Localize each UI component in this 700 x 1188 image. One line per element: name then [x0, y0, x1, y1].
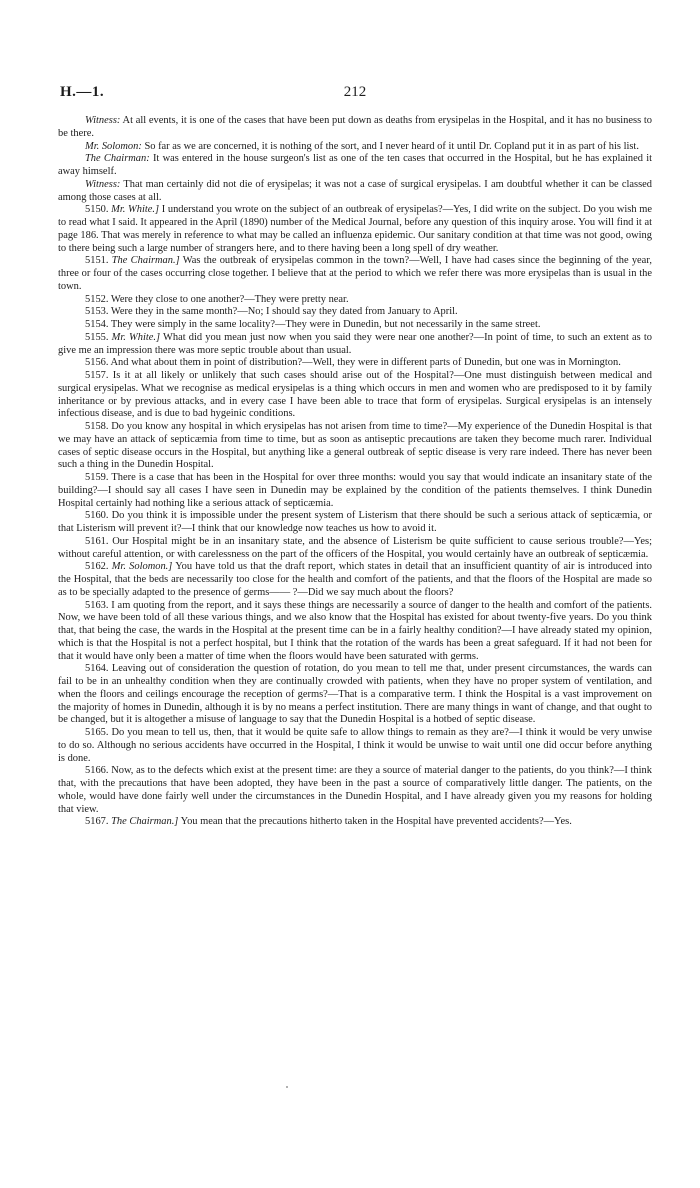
speaker-label: Mr. Solomon.] [111, 561, 173, 573]
testimony-paragraph [58, 319, 652, 332]
testimony-paragraph [58, 421, 652, 472]
question-number: 5167. [85, 816, 109, 828]
testimony-paragraph [58, 153, 652, 179]
paragraph-text: Leaving out of consideration the question of rotation, do you mean to tell me that, under present circumstances, the wards can fail to be in an unhealthy condition when they are continually crowded with patients, when they have no proper system of ventilation, and when the floors and ceilings encourage the reception of germs?—That is a comparative term. I think the Hospital is a vast improvement on the majority of homes in Dunedin, although it is by no means a perfect institution. There are many things in want of change, and that ought to be changed, but it is altogether a misuse of language to say that the Dunedin Hospital is a hotbed of septic disease. [58, 663, 652, 726]
testimony-paragraph [58, 141, 652, 154]
testimony-paragraph [58, 600, 652, 664]
speaker-label: Witness: [85, 115, 121, 126]
paragraph-text: Is it at all likely or unlikely that such cases should arise out of the Hospital?—One must distinguish between medical and surgical erysipelas. What we recognise as medical erysipelas is a thing which occurs in men and women who are predisposed to it by family inheritance or by previous attacks, and in every case I have been able to trace that form of erysipelas. Surgical erysipelas is an intensely infectious disease, and is due to bad hygeinic conditions. [58, 370, 652, 420]
question-number: 5155. [85, 331, 109, 343]
testimony-paragraph [58, 472, 652, 510]
paragraph-text: What did you mean just now when you said they were near one another?—In point of time, to such an extent as to give me an impression there was more septic trouble about than usual. [58, 331, 652, 356]
paragraph-text: You have told us that the draft report, which states in detail that an insufficient quantity of air is introduced into the Hospital, that the beds are necessarily too close for the health and comfort of the patients, and that the floors of the Hospital are made so as to be specially adapted to the presence of germs—— ?—Did we say much about the floors? [58, 561, 652, 598]
paragraph-text: Was the outbreak of erysipelas common in the town?—Well, I have had cases since the beginning of the year, three or four of the cases occurring close together. I believe that at the period to which we refer there was more erysipelas than is usual in the town. [58, 255, 652, 292]
page-number: 212 [343, 84, 367, 100]
document-body [58, 115, 652, 829]
speaker-label: The Chairman.] [111, 255, 180, 267]
paragraph-text: There is a case that has been in the Hospital for over three months: would you say that would indicate an insanitary state of the building?—I should say all cases I have seen in Dunedin may be explained by the condition of the patients themselves. I think Dunedin Hospital certainly had nothing like a serious attack of septicæmia. [58, 472, 652, 509]
paragraph-text: I am quoting from the report, and it says these things are necessarily a source of danger to the health and comfort of the patients. Now, we have been told of all these various things, and we also know that the Hospital has existed for about twenty-five years. Do you think that, that being the case, the wards in the Hospital at the present time can be in a fairly healthy condition?—I have already stated my opinion, which is that the Hospital is not a perfect hospital, but I think that the rotation of the wards has been a great safeguard. If it had not been for that it would have only been a matter of time when the floors would have been saturated with germs. [58, 599, 652, 662]
question-number: 5161. [85, 535, 109, 547]
document-reference: H.—1. [60, 84, 105, 100]
question-number: 5162. [85, 561, 109, 573]
testimony-paragraph [58, 663, 652, 727]
question-number: 5166. [85, 765, 109, 777]
testimony-paragraph [58, 294, 652, 307]
question-number: 5159. [85, 472, 109, 483]
paragraph-text: Do you mean to tell us, then, that it would be quite safe to allow things to remain as they are?—I think it would be very unwise to do so. Although no serious accidents have occurred in the Hospital, I think it would be unwise to wait until one did occur before anything is done. [58, 727, 652, 764]
speaker-label: The Chairman.] [111, 816, 179, 828]
speaker-label: Mr. White.] [111, 204, 160, 216]
speaker-label: The Chairman: [85, 153, 150, 165]
question-number: 5156. [85, 357, 109, 369]
question-number: 5163. [85, 599, 109, 611]
paragraph-text: They were simply in the same locality?—They were in Dunedin, but not necessarily in the same street. [108, 319, 541, 330]
paragraph-text: At all events, it is one of the cases that have been put down as deaths from erysipelas in the Hospital, and it has no business to be there. [58, 115, 652, 139]
testimony-paragraph [58, 510, 652, 536]
question-number: 5158. [85, 421, 109, 432]
question-number: 5154. [85, 319, 109, 330]
page-header [60, 84, 650, 104]
question-number: 5151. [85, 255, 109, 267]
speaker-label: Witness: [85, 178, 121, 190]
testimony-paragraph [58, 536, 652, 562]
paragraph-text: That man certainly did not die of erysipelas; it was not a case of surgical erysipelas. I am doubtful whether it can be classed among those cases at all. [58, 178, 652, 203]
testimony-paragraph [58, 727, 652, 765]
testimony-paragraph [58, 561, 652, 599]
testimony-paragraph [58, 306, 652, 319]
testimony-paragraph [58, 332, 652, 358]
paragraph-text: You mean that the precautions hitherto taken in the Hospital have prevented accidents?—Yes. [178, 816, 572, 828]
testimony-paragraph [58, 204, 652, 255]
speaker-label: Mr. Solomon: [85, 140, 142, 152]
paragraph-text: Were they in the same month?—No; I should say they dated from January to April. [108, 306, 458, 318]
question-number: 5152. [85, 293, 109, 305]
question-number: 5150. [85, 204, 109, 216]
question-number: 5164. [85, 663, 109, 675]
paragraph-text: Do you think it is impossible under the present system of Listerism that there should be such a serious attack of septicæmia, or that Listerism will prevent it?—I think that our knowledge now teaches us how to avoid it. [58, 510, 652, 534]
paragraph-text: Our Hospital might be in an insanitary state, and the absence of Listerism be quite sufficient to cause serious trouble?—Yes; without careful attention, or with carelessness on the part of the officers of the Hospital, you would certainly have an outbreak of septicæmia. [58, 535, 652, 560]
testimony-paragraph [58, 357, 652, 370]
question-number: 5153. [85, 306, 109, 318]
paragraph-text: I understand you wrote on the subject of an outbreak of erysipelas?—Yes, I did write on the subject. Do you wish me to read what I said. It appeared in the April (1890) number of the Medical Journal, before any question of this inquiry arose. You will find it at page 186. That was merely in reference to what may be called an influenza epidemic. Our sanitary condition at that time was not good, owing to there being such a large number of strangers here, and to there having been a long spell of dry weather. [58, 204, 652, 254]
testimony-paragraph [58, 370, 652, 421]
question-number: 5157. [85, 370, 109, 381]
testimony-paragraph [58, 765, 652, 816]
speck-mark [286, 1086, 288, 1088]
paragraph-text: It was entered in the house surgeon's list as one of the ten cases that occurred in the Hospital, but he has explained it away himself. [58, 153, 652, 177]
paragraph-text: Do you know any hospital in which erysipelas has not arisen from time to time?—My experience of the Dunedin Hospital is that we may have an attack of septicæmia from time to time, but as soon as antiseptic precautions are taken they become much rarer. Individual cases of septic disease occurs in the Hospital, but anything like a general outbreak of septic disease is very rare indeed. There has never been such a thing in the Dunedin Hospital. [58, 421, 652, 471]
question-number: 5165. [85, 727, 109, 738]
testimony-paragraph [58, 179, 652, 205]
paragraph-text: And what about them in point of distribution?—Well, they were in different parts of Dunedin, but one was in Mornington. [108, 357, 621, 369]
paragraph-text: Now, as to the defects which exist at the present time: are they a source of material danger to the patients, do you think?—I think that, with the precautions that have been adopted, they have been in the past a source of comparatively little danger. The patients, on the whole, would have done fairly well under the circumstances in the Dunedin Hospital, and I have already given you my reasons for holding that view. [58, 765, 652, 815]
testimony-paragraph [58, 816, 652, 829]
question-number: 5160. [85, 510, 109, 522]
speaker-label: Mr. White.] [111, 331, 161, 343]
paragraph-text: So far as we are concerned, it is nothing of the sort, and I never heard of it until Dr. Copland put it in as part of his list. [141, 140, 639, 152]
testimony-paragraph [58, 255, 652, 293]
paragraph-text: Were they close to one another?—They were pretty near. [108, 293, 349, 305]
testimony-paragraph [58, 115, 652, 141]
